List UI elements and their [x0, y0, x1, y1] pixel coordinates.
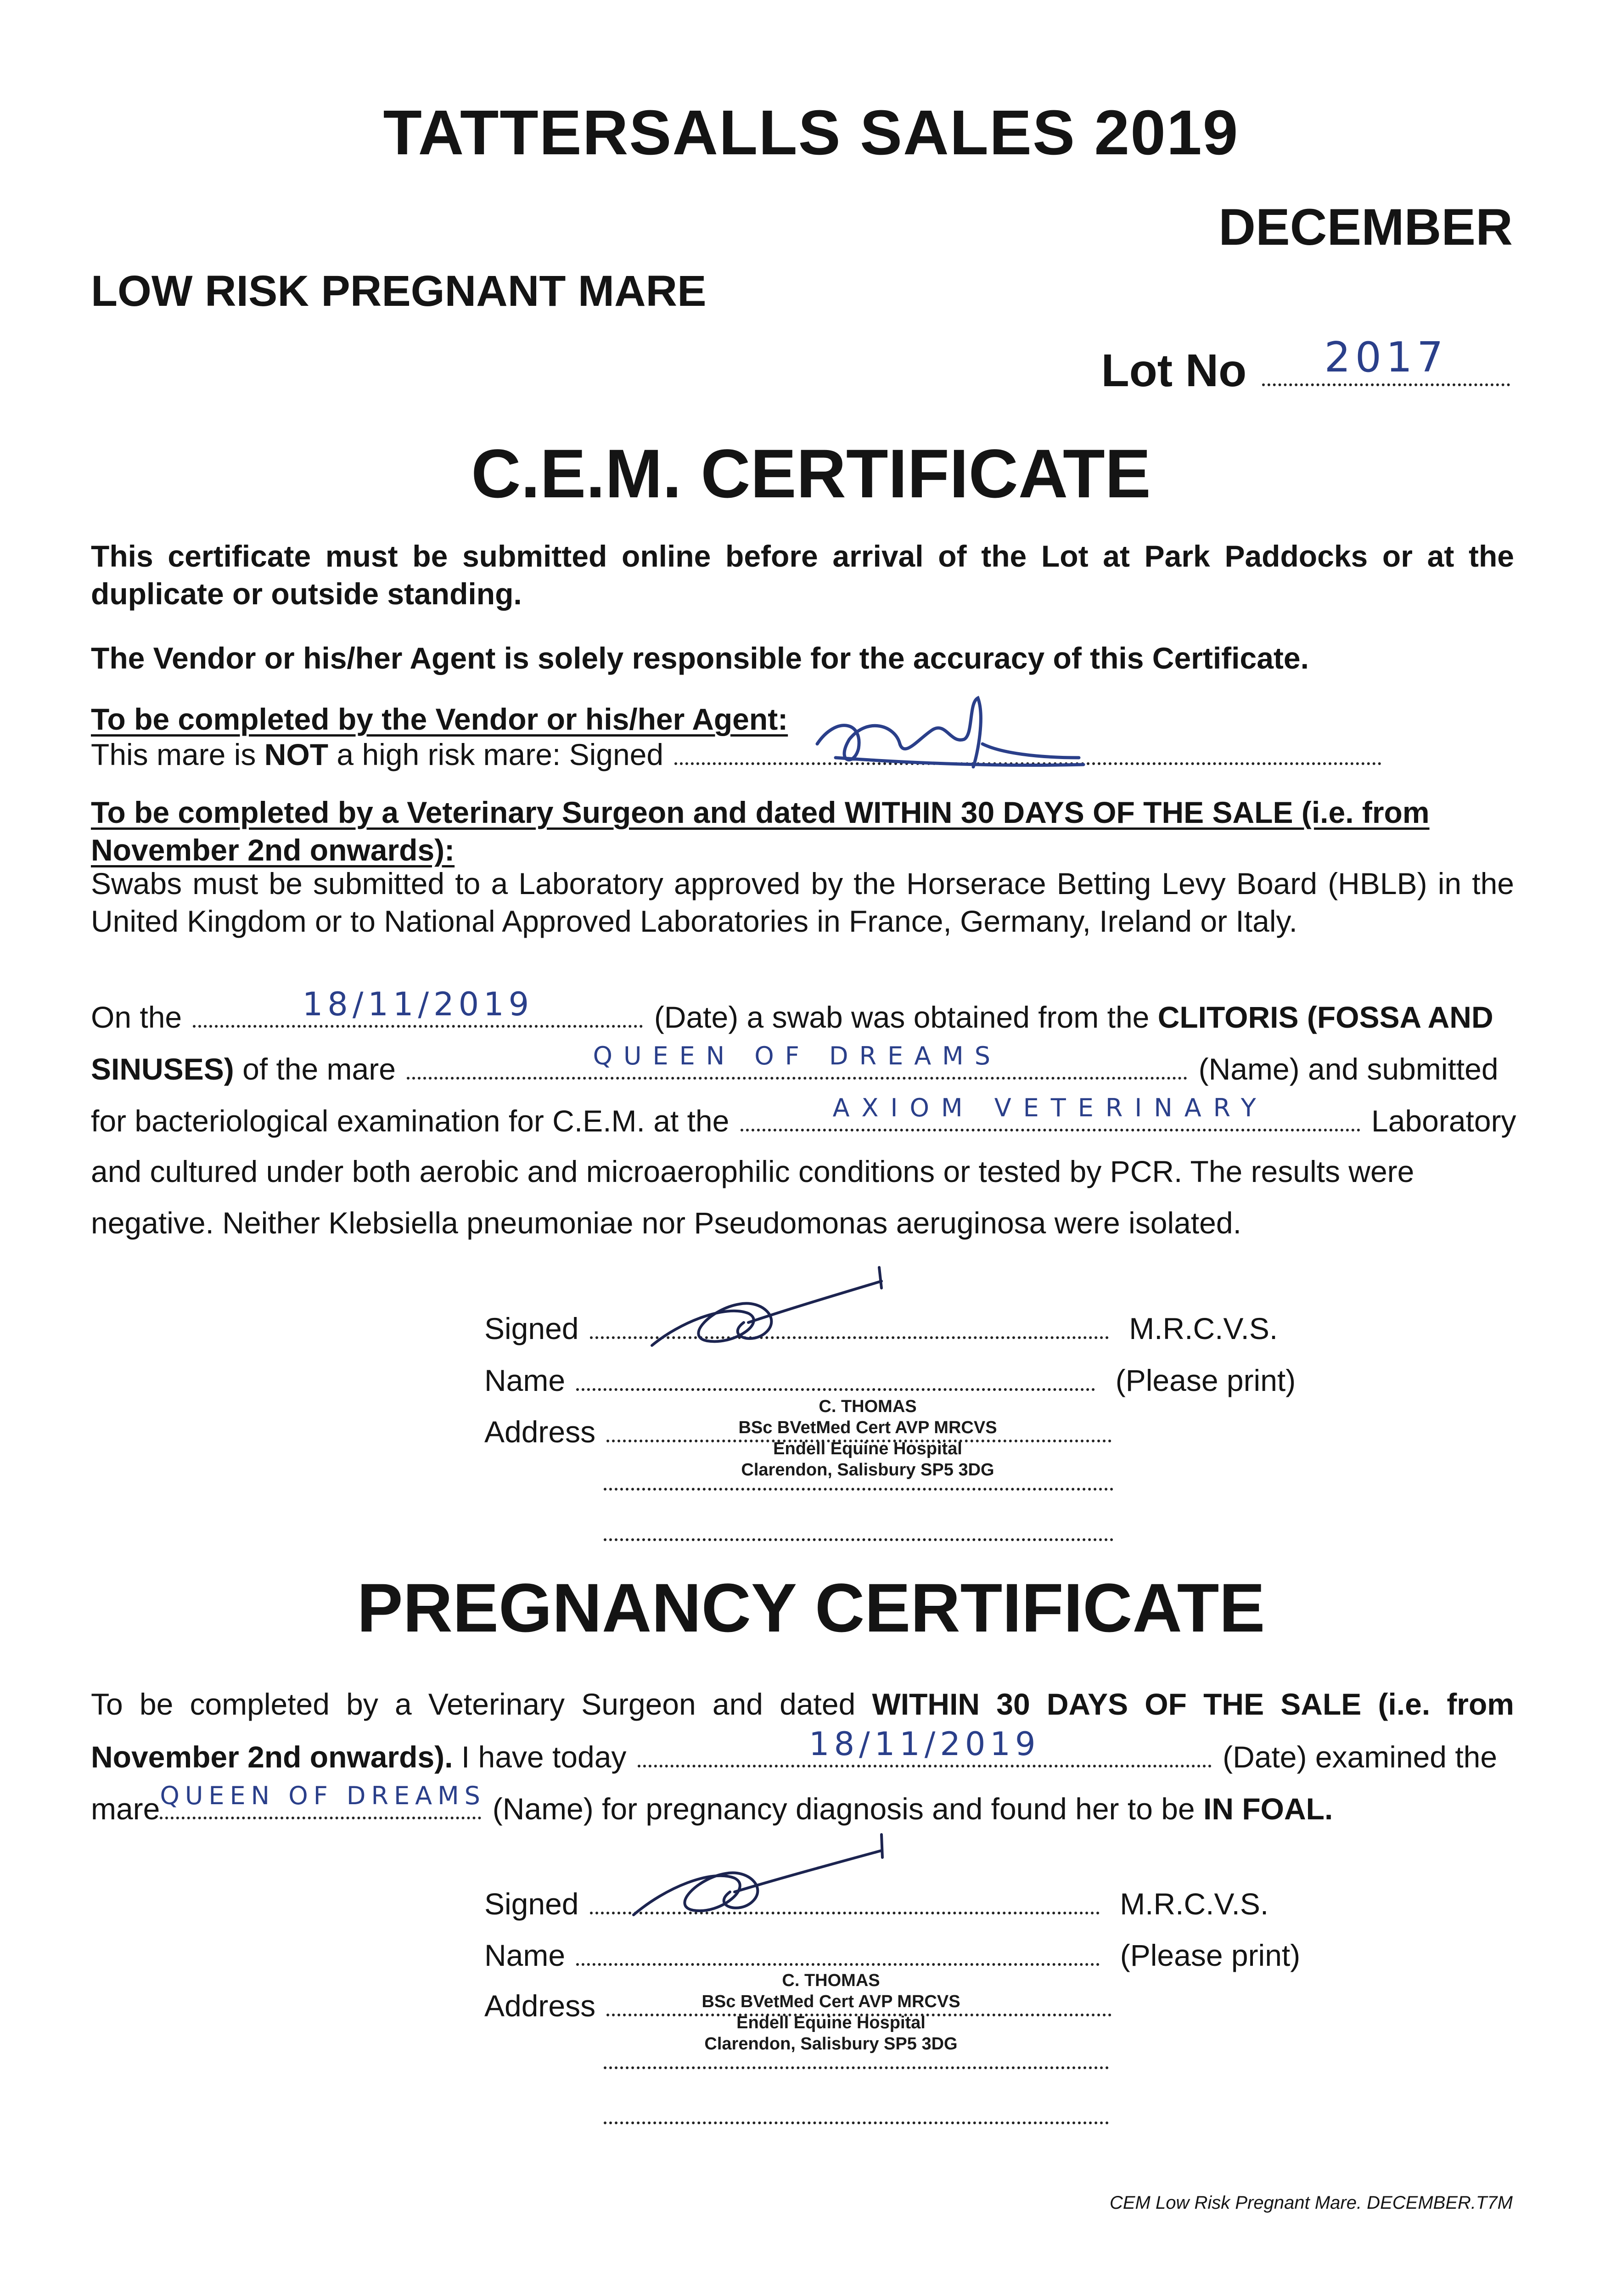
vendor-signature	[808, 689, 1093, 781]
cem-mare-name-field[interactable]	[407, 1041, 1187, 1080]
pregnancy-vet-stamp: C. THOMAS BSc BVetMed Cert AVP MRCVS Endell Equine Hospital Clarendon, Salisbury SP5 3DG	[702, 1971, 960, 2054]
cem-certificate-title: C.E.M. CERTIFICATE	[471, 435, 1151, 512]
cem-mare-name-value: QUEEN OF DREAMS	[593, 1041, 1002, 1070]
cem-date-field[interactable]	[193, 985, 643, 1028]
cem-date-value: 18/11/2019	[302, 985, 534, 1023]
pregnancy-mare-name-value: QUEEN OF DREAMS	[160, 1781, 486, 1810]
pregnancy-vet-signature	[624, 1823, 900, 1933]
intro-paragraph: This certificate must be submitted online before arrival of the Lot at Park Paddocks or at the duplicate or outside standing.	[91, 539, 1514, 611]
form-reference: CEM Low Risk Pregnant Mare. DECEMBER.T7M	[1109, 2193, 1513, 2213]
culture-statement: and cultured under both aerobic and microaerophilic conditions or tested by PCR. The results were	[91, 1154, 1414, 1188]
vendor-heading: To be completed by the Vendor or his/her Agent:	[91, 702, 788, 736]
vendor-declaration: This mare is NOT a high risk mare: Signed	[91, 735, 1514, 772]
pregnancy-date-value: 18/11/2019	[809, 1725, 1040, 1763]
pregnancy-certificate-title: PREGNANCY CERTIFICATE	[357, 1569, 1265, 1646]
cem-vet-stamp: C. THOMAS BSc BVetMed Cert AVP MRCVS Endell Equine Hospital Clarendon, Salisbury SP5 3DG	[738, 1397, 997, 1480]
lot-number	[1101, 333, 1513, 397]
pregnancy-vet-name-field[interactable]	[576, 1936, 1100, 1966]
pregnancy-mare-name-field[interactable]	[160, 1781, 486, 1819]
mare-category: LOW RISK PREGNANT MARE	[91, 267, 707, 315]
pregnancy-address-field-3[interactable]	[604, 2094, 1109, 2124]
lot-number-field[interactable]	[1262, 333, 1510, 386]
pregnancy-signed-row: Signed M.R.C.V.S.	[484, 1884, 1403, 1922]
swab-instructions: Swabs must be submitted to a Laboratory approved by the Horserace Betting Levy Board (HBLB) in the United Kingdom or to National Approved Laboratories in France, Germany, Ireland or Italy.	[91, 867, 1514, 938]
cem-vet-name-field[interactable]	[576, 1361, 1095, 1391]
vet-heading: To be completed by a Veterinary Surgeon and dated WITHIN 30 DAYS OF THE SALE (i.e. from November 2nd onwards):	[91, 795, 1430, 867]
cem-laboratory-field[interactable]	[741, 1093, 1360, 1131]
pregnancy-line-2: November 2nd onwards). I have today 18/11/2019 (Date) examined the	[91, 1725, 1498, 1774]
cem-laboratory-value: AXIOM VETERINARY	[832, 1093, 1268, 1122]
cem-mare-line: SINUSES) of the mare QUEEN OF DREAMS (Name) and submitted	[91, 1049, 1514, 1087]
pregnancy-line-3: mare QUEEN OF DREAMS (Name) for pregnancy diagnosis and found her to be IN FOAL.	[91, 1789, 1514, 1827]
cem-address-row: Address	[484, 1412, 1403, 1450]
vendor-responsibility: The Vendor or his/her Agent is solely responsible for the accuracy of this Certificate.	[91, 641, 1309, 675]
cem-name-row: Name (Please print)	[484, 1361, 1403, 1398]
pregnancy-name-row: Name (Please print)	[484, 1936, 1403, 1973]
cem-signed-row: Signed M.R.C.V.S.	[484, 1309, 1403, 1346]
sale-month: DECEMBER	[1218, 198, 1513, 256]
pregnancy-date-field[interactable]	[638, 1725, 1212, 1767]
cem-laboratory-line: for bacteriological examination for C.E.M. at the AXIOM VETERINARY Laboratory	[91, 1101, 1514, 1139]
pregnancy-address-row: Address	[484, 1986, 1403, 2024]
document-title: TATTERSALLS SALES 2019	[383, 97, 1239, 168]
cem-vet-signature	[643, 1254, 900, 1359]
cem-address-field-3[interactable]	[604, 1511, 1113, 1541]
lot-number-value: 2017	[1324, 333, 1448, 382]
pregnancy-line-1: To be completed by a Veterinary Surgeon and dated WITHIN 30 DAYS OF THE SALE (i.e. from	[91, 1687, 1514, 1721]
lot-label: Lot No	[1101, 345, 1247, 396]
cem-date-line: On the 18/11/2019 (Date) a swab was obtained from the CLITORIS (FOSSA AND	[91, 985, 1493, 1034]
negative-statement: negative. Neither Klebsiella pneumoniae nor Pseudomonas aeruginosa were isolated.	[91, 1206, 1241, 1240]
